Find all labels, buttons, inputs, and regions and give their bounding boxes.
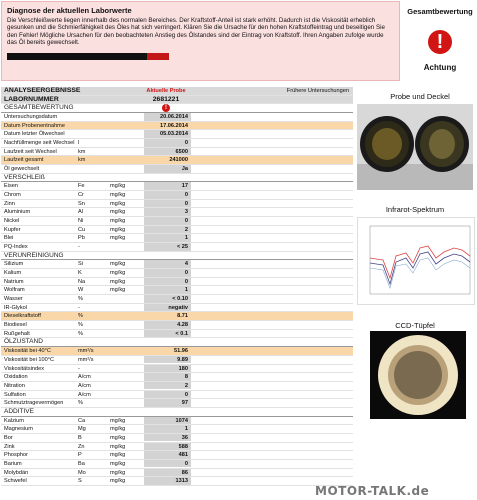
row-symbol: Mo — [78, 469, 86, 476]
row-symbol: K — [78, 270, 82, 277]
row-label: Viskosität bei 40°C — [4, 348, 51, 355]
section-header — [1, 338, 353, 347]
row-value: 2 — [144, 382, 191, 390]
section-header — [1, 174, 353, 183]
row-value: negativ — [144, 304, 191, 312]
table-row — [1, 295, 353, 304]
row-unit: mg/kg — [110, 270, 126, 277]
row-value: 0 — [144, 278, 191, 286]
row-symbol: Ba — [78, 460, 85, 467]
table-row — [1, 417, 353, 426]
row-symbol: Zn — [78, 443, 85, 450]
row-value: 2 — [144, 226, 191, 234]
table-row — [1, 278, 353, 287]
row-unit: mg/kg — [110, 235, 126, 242]
row-label: Kalium — [4, 270, 22, 277]
row-label: Laufzeit seit Wechsel — [4, 148, 57, 155]
row-value: 6500 — [144, 148, 191, 156]
table-row — [1, 391, 353, 400]
ccd-image — [370, 331, 466, 419]
table-row — [1, 234, 353, 243]
row-label: Biodiesel — [4, 322, 27, 329]
row-value: 1 — [144, 286, 191, 294]
row-label: Untersuchungsdatum — [4, 114, 58, 121]
row-label: Öl gewechselt — [4, 166, 40, 173]
row-unit: mg/kg — [110, 278, 126, 285]
table-row — [1, 130, 353, 139]
section-title: ÖLZUSTAND — [4, 338, 43, 346]
row-label: Aluminium — [4, 209, 31, 216]
exclamation-icon-wrap — [144, 104, 191, 112]
row-value: 0 — [144, 460, 191, 468]
row-value: 180 — [144, 365, 191, 373]
table-row — [1, 165, 353, 174]
row-value: 05.03.2014 — [144, 130, 191, 138]
row-symbol: km — [78, 157, 86, 164]
row-unit: mg/kg — [110, 460, 126, 467]
exclamation-icon: ! — [428, 30, 452, 54]
row-label: Magnesium — [4, 426, 33, 433]
table-row — [1, 217, 353, 226]
table-row — [1, 139, 353, 148]
table-row — [1, 365, 353, 374]
row-symbol: Sn — [78, 200, 85, 207]
section-title: VERSCHLEIß — [4, 173, 45, 181]
row-symbol: Pb — [78, 235, 85, 242]
probe-title: Probe und Deckel — [390, 92, 450, 101]
row-value: 4.28 — [144, 321, 191, 329]
row-value: 4 — [144, 260, 191, 268]
table-row — [1, 260, 353, 269]
row-value: 51.96 — [144, 347, 191, 355]
row-unit: mg/kg — [110, 226, 126, 233]
table-row — [1, 191, 353, 200]
row-value: 588 — [144, 443, 191, 451]
ccd-title: CCD-Tüpfel — [395, 321, 435, 330]
overall-title: Gesamtbewertung — [407, 7, 473, 16]
table-row — [1, 286, 353, 295]
labnr-row — [1, 96, 353, 105]
row-value: 36 — [144, 434, 191, 442]
row-value: 241000 — [144, 156, 191, 164]
row-label: Laufzeit gesamt — [4, 157, 44, 164]
row-label: Bor — [4, 434, 13, 441]
table-row — [1, 469, 353, 478]
labnr-label: LABORNUMMER — [4, 95, 59, 103]
table-row — [1, 208, 353, 217]
row-unit: mg/kg — [110, 469, 126, 476]
table-row — [1, 200, 353, 209]
row-label: Zinn — [4, 200, 15, 207]
table-row — [1, 356, 353, 365]
row-label: Blei — [4, 235, 14, 242]
section-header — [1, 104, 353, 113]
row-label: Datum letzter Ölwechsel — [4, 131, 65, 138]
row-symbol: Ca — [78, 417, 86, 424]
diagnosis-text: Die Verschleißwerte liegen innerhalb des normalen Bereiches. Der Kraftstoff-Anteil ist stark erhöht. Dadurch ist die Viskosität erheblich gesunken und die Schmierfähigkeit des Öles hat sich verringert. Klären Sie die Ursache für den hohen Kraftstoffeintrag und beseitigen Sie den Fehler! Mögliche Ursachen für den beobachteten Anstieg des Ölstandes sind der Eintrag von Kraftstoff. Ihren Angaben zufolge wurde das Öl bereits gewechselt. — [7, 17, 385, 47]
row-symbol: Fe — [78, 183, 85, 190]
row-symbol: % — [78, 313, 83, 320]
section-header — [1, 252, 353, 261]
section-title: ADDITIVE — [4, 407, 34, 415]
row-unit: mg/kg — [110, 192, 126, 199]
row-label: IR-Glykol — [4, 304, 27, 311]
row-label: Nachfüllmenge seit Wechsel — [4, 140, 75, 147]
row-symbol: Ni — [78, 218, 84, 225]
row-label: Rußgehalt — [4, 330, 30, 337]
row-value: 481 — [144, 451, 191, 459]
row-symbol: % — [78, 400, 83, 407]
row-unit: mg/kg — [110, 183, 126, 190]
row-value: 0 — [144, 391, 191, 399]
row-label: Sulfation — [4, 391, 26, 398]
table-row — [1, 182, 353, 191]
row-label: Oxidation — [4, 374, 28, 381]
ir-spectrum-image — [357, 217, 475, 305]
row-label: Datum Probenentnahme — [4, 122, 65, 129]
table-row — [1, 434, 353, 443]
row-unit: mg/kg — [110, 261, 126, 268]
row-symbol: Al — [78, 209, 83, 216]
row-value: 1074 — [144, 417, 191, 425]
table-row — [1, 156, 353, 165]
row-symbol: mm²/s — [78, 348, 94, 355]
section-title: VERUNREINIGUNG — [4, 251, 64, 259]
row-value: 1313 — [144, 477, 191, 485]
redacted-block — [7, 53, 169, 60]
row-value: 97 — [144, 399, 191, 407]
table-row — [1, 243, 353, 252]
row-symbol: % — [78, 322, 83, 329]
table-row — [1, 122, 353, 131]
table-row — [1, 399, 353, 408]
row-unit: mg/kg — [110, 209, 126, 216]
row-unit: mg/kg — [110, 218, 126, 225]
row-label: Molybdän — [4, 469, 29, 476]
table-row — [1, 347, 353, 356]
labnr-value: 2681221 — [152, 95, 180, 103]
table-row — [1, 330, 353, 339]
ir-title: Infrarot-Spektrum — [385, 205, 445, 214]
row-symbol: - — [78, 244, 80, 251]
row-unit: mg/kg — [110, 452, 126, 459]
row-label: Viskositätsindex — [4, 365, 45, 372]
row-symbol: Cu — [78, 226, 86, 233]
overall-label: Achtung — [423, 63, 457, 72]
row-value: 9.89 — [144, 356, 191, 364]
row-unit: mg/kg — [110, 417, 126, 424]
row-symbol: Si — [78, 261, 83, 268]
row-symbol: Mg — [78, 426, 86, 433]
section-title: GESAMTBEWERTUNG — [4, 104, 74, 112]
row-symbol: B — [78, 434, 82, 441]
row-label: Schwefel — [4, 478, 27, 485]
row-value: < 0.1 — [144, 330, 191, 338]
row-symbol: % — [78, 330, 83, 337]
row-symbol: A/cm — [78, 374, 91, 381]
table-header-current: Aktuelle Probe — [146, 88, 186, 94]
diagnosis-title: Diagnose der aktuellen Laborwerte — [7, 6, 132, 15]
table-row — [1, 451, 353, 460]
row-value: Ja — [144, 165, 191, 173]
row-symbol: km — [78, 148, 86, 155]
table-row — [1, 269, 353, 278]
row-label: Natrium — [4, 278, 24, 285]
row-value: 1 — [144, 425, 191, 433]
row-label: Barium — [4, 460, 22, 467]
table-header — [1, 87, 353, 96]
row-value: < 0.10 — [144, 295, 191, 303]
row-label: Wolfram — [4, 287, 25, 294]
row-label: Wasser — [4, 296, 23, 303]
row-unit: mg/kg — [110, 443, 126, 450]
row-label: Kupfer — [4, 226, 21, 233]
row-symbol: Cr — [78, 192, 84, 199]
table-row — [1, 226, 353, 235]
row-value: 17.06.2014 — [144, 122, 191, 130]
row-unit: mg/kg — [110, 200, 126, 207]
table-row — [1, 477, 353, 486]
table-row — [1, 382, 353, 391]
row-symbol: - — [78, 304, 80, 311]
row-symbol: S — [78, 478, 82, 485]
row-label: PQ-Index — [4, 244, 28, 251]
row-value: < 25 — [144, 243, 191, 251]
row-label: Zink — [4, 443, 15, 450]
row-value: 8.71 — [144, 312, 191, 320]
watermark: MOTOR-TALK.de — [315, 484, 430, 498]
section-header — [1, 408, 353, 417]
diagnosis-panel — [1, 1, 400, 81]
row-value: 3 — [144, 208, 191, 216]
row-label: Silizium — [4, 261, 24, 268]
row-label: Dieselkraftstoff — [4, 313, 41, 320]
row-value: 0 — [144, 191, 191, 199]
analysis-table — [1, 87, 353, 486]
row-label: Viskosität bei 100°C — [4, 356, 55, 363]
row-unit: mg/kg — [110, 478, 126, 485]
table-row — [1, 443, 353, 452]
row-label: Kalzium — [4, 417, 24, 424]
table-row — [1, 373, 353, 382]
table-row — [1, 113, 353, 122]
row-label: Chrom — [4, 192, 21, 199]
row-label: Nitration — [4, 382, 25, 389]
overall-rating — [403, 1, 477, 91]
probe-image — [357, 104, 473, 190]
row-unit: mg/kg — [110, 287, 126, 294]
row-value: 0 — [144, 269, 191, 277]
row-value: 1 — [144, 234, 191, 242]
row-value: 8 — [144, 373, 191, 381]
row-symbol: W — [78, 287, 84, 294]
row-label: Schmutztragevermögen — [4, 400, 64, 407]
row-value: 86 — [144, 469, 191, 477]
row-unit: mg/kg — [110, 434, 126, 441]
row-unit: mg/kg — [110, 426, 126, 433]
row-symbol: A/cm — [78, 391, 91, 398]
row-value: 0 — [144, 217, 191, 225]
table-header-previous: Frühere Untersuchungen — [286, 88, 349, 94]
row-symbol: - — [78, 365, 80, 372]
row-symbol: A/cm — [78, 382, 91, 389]
row-symbol: Na — [78, 278, 86, 285]
row-symbol: P — [78, 452, 82, 459]
row-symbol: mm²/s — [78, 356, 94, 363]
table-row — [1, 425, 353, 434]
table-row — [1, 460, 353, 469]
exclamation-icon: ! — [162, 104, 170, 112]
row-label: Eisen — [4, 183, 18, 190]
table-header-title: ANALYSEERGEBNISSE — [4, 87, 81, 94]
table-row — [1, 304, 353, 313]
row-symbol: % — [78, 296, 83, 303]
row-value: 17 — [144, 182, 191, 190]
row-value: 0 — [144, 200, 191, 208]
row-value: 20.06.2014 — [144, 113, 191, 121]
table-row — [1, 148, 353, 157]
row-label: Phosphor — [4, 452, 28, 459]
row-symbol: l — [78, 140, 80, 147]
table-row — [1, 321, 353, 330]
row-label: Nickel — [4, 218, 20, 225]
table-row — [1, 312, 353, 321]
row-value: 0 — [144, 139, 191, 147]
